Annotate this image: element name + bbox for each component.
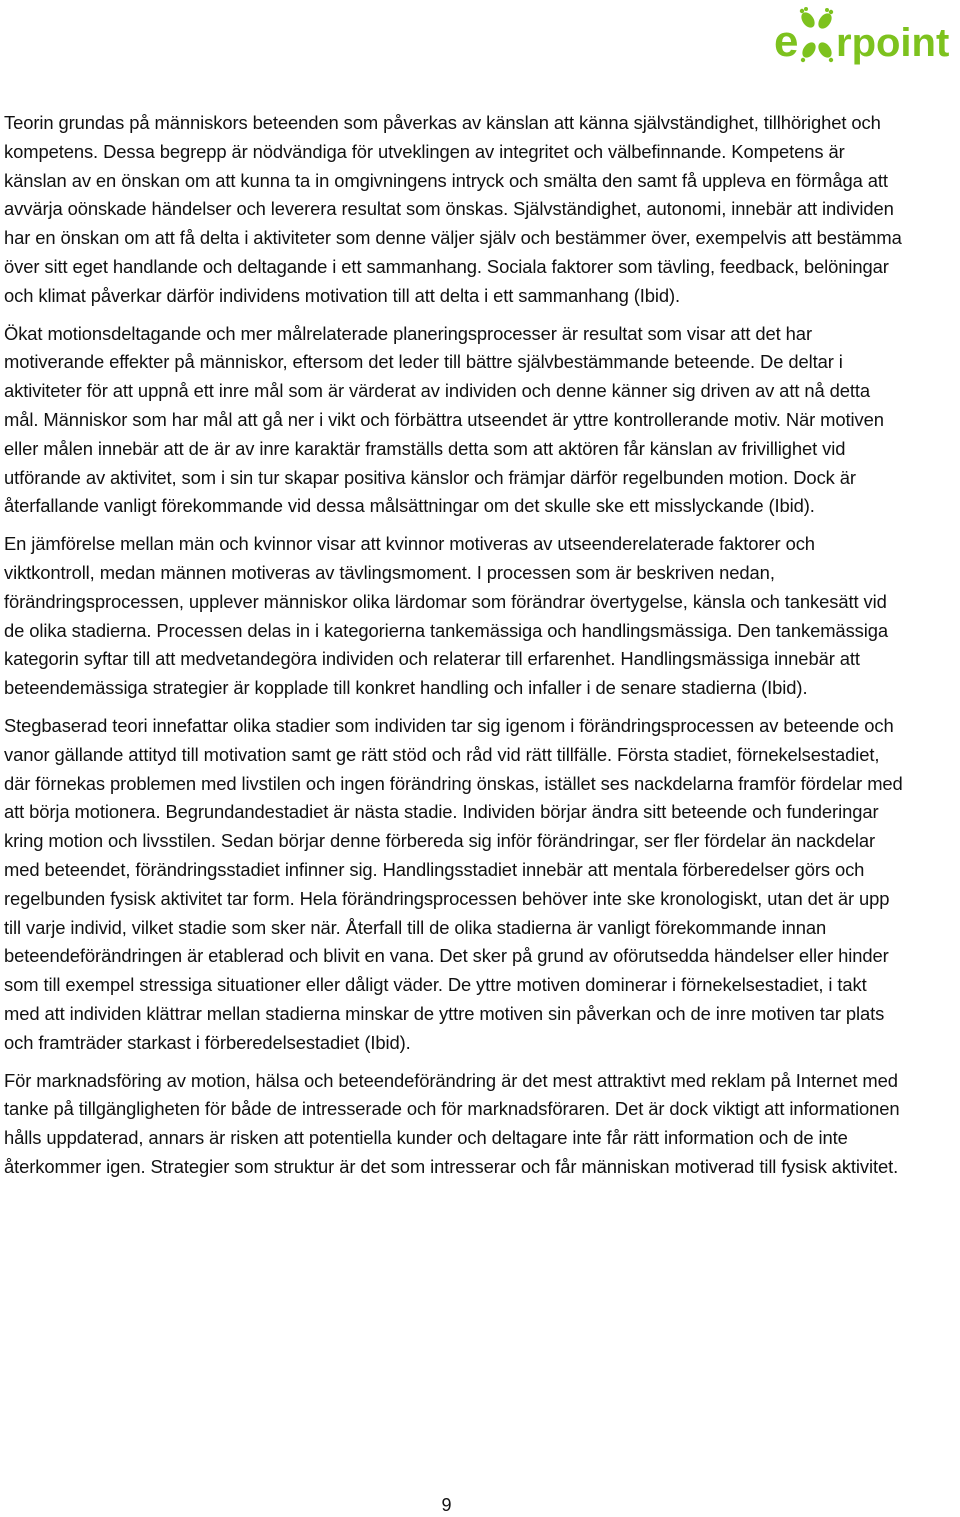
paragraph-stage-theory: Stegbaserad teori innefattar olika stadier som individen tar sig igenom i förändringsprocessen av beteende och vanor gällande attityd till motivation samt ge rätt stöd och råd vid rätt tillfälle. Första stadiet, förnekelsestadiet, där förnekas problemen med livstilen och ingen förändring önskas, istället ses nackdelarna framför fördelar med att börja motionera. Begrundandestadiet är nästa stadie. Individen börjar ändra sitt beteende och funderingar kring motion och livsstilen. Sedan börjar denne förbereda sig inför förändringar, ser fler fördelar än nackdelar med beteendet, förändringsstadiet infinner sig. Handlingsstadiet innebär att mentala förberedelser görs och regelbunden fysisk aktivitet tar form. Hela förändringsprocessen behöver inte ske kronologiskt, utan det är upp till varje individ, vilket stadie som sker när. Återfall till de olika stadierna är vanligt förekommande innan beteendeförändringen är etablerad och blivit en vana. Det sker på grund av oförutsedda händelser eller hinder som till exempel stressiga situationer eller dåligt väder. De yttre motiven dominerar i förnekelsestadiet, i takt med att individen klättrar mellan stadierna minskar de yttre motiven sin påverkan och de inre motiven tar plats och framträder starkast i förberedelsestadiet (Ibid). — [4, 714, 903, 1053]
brand-logo — [772, 6, 954, 70]
paragraph-motion-participation: Ökat motionsdeltagande och mer målrelaterade planeringsprocesser är resultat som visar att det har motiverande effekter på människor, eftersom det leder till bättre självbestämmande beteende. De deltar i aktiviteter för att uppnå ett inre mål som är värderat av individen och denne känner sig driven av att nå detta mål. Människor som har mål att gå ner i vikt och förbättra utseendet är yttre kontrollerande motiv. När motiven eller målen innebär att de är av inre karaktär framställs detta som att aktören får känslan av frivillighet vid utförande av aktivitet, som i sin tur skapar positiva känslor och främjar därför regelbunden motion. Dock är återfallande vanligt förekommande vid dessa målsättningar om det skulle ske ett misslyckande (Ibid). — [4, 322, 884, 517]
svg-text:e: e — [774, 17, 799, 66]
svg-text:rpoint: rpoint — [836, 21, 950, 65]
document-body — [4, 109, 904, 1191]
paragraph-gender-comparison: En jämförelse mellan män och kvinnor visar att kvinnor motiveras av utseenderelaterade faktorer och viktkontroll, medan männen motiveras av tävlingsmoment. I processen som är beskriven nedan, förändringsprocessen, upplever människor olika lärdomar som förändrar övertygelse, känsla och tankesätt vid de olika stadierna. Processen delas in i kategorierna tankemässiga och handlingsmässiga. Den tankemässiga kategorin syftar till att medvetandegöra individen och relaterar till erfarenhet. Handlingsmässiga innebär att beteendemässiga strategier är kopplade till konkret handling och infaller i de senare stadierna (Ibid). — [4, 533, 888, 699]
paragraph-theory: Teorin grundas på människors beteenden som påverkas av känslan att känna självständighet, tillhörighet och kompetens. Dessa begrepp är nödvändiga för utveklingen av integritet och välbefinnande. Kompetens är känslan av en önskan om att kunna ta in omgivningens intryck och smälta den samt få uppleva en förmåga att avvärja oönskade händelser och leverera resultat som önskas. Självständighet, autonomi, innebär att individen har en önskan om att få delta i aktiviteter som denne väljer själv och bestämmer över, exempelvis att bestämma över sitt eget handlande och deltagande i ett sammanhang. Sociala faktorer som tävling, feedback, belöningar och klimat påverkar därför individens motivation till att delta i ett sammanhang (Ibid). — [4, 112, 902, 306]
paragraph-marketing: För marknadsföring av motion, hälsa och beteendeförändring är det mest attraktivt med reklam på Internet med tanke på tillgängligheten för både de intresserade och för marknadsföraren. Det är dock viktigt att informationen hålls uppdaterad, annars är risken att potentiella kunder och deltagare inte får rätt information och de inte återkommer igen. Strategier som struktur är det som intresserar och får människan motiverad till fysisk aktivitet. — [4, 1069, 900, 1177]
page-number: 9 — [441, 1495, 452, 1515]
